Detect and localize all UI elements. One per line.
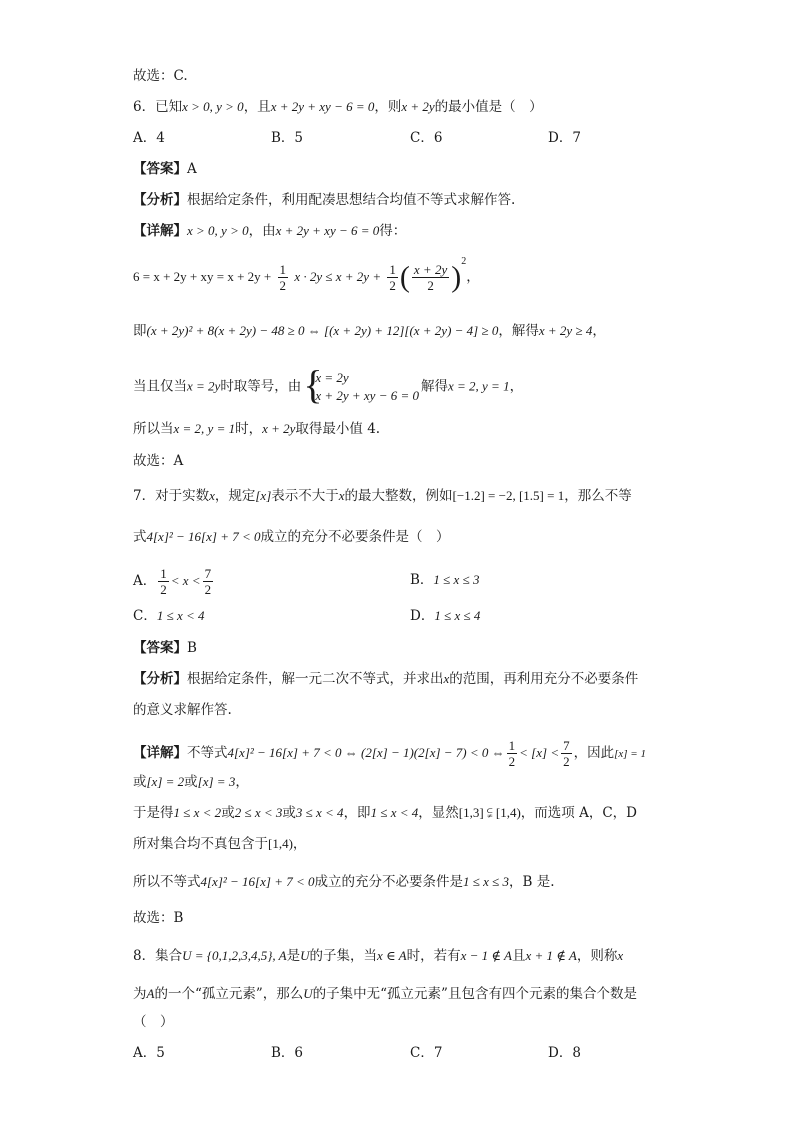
fraction: $\frac{1}{2}$: [279, 262, 287, 293]
q6-analysis: 【分析】根据给定条件，利用配凑思想结合均值不等式求解作答.: [133, 192, 516, 208]
q6-option-d: D．7: [548, 130, 581, 146]
q6-detail-line2: 即(x + 2y)² + 8(x + 2y) − 48 ≥ 0 ⇔ [(x + 2y) + 12][(x + 2y) − 4] ≥ 0，解得x + 2y ≥ 4，: [133, 323, 606, 339]
q7-option-a: A． $\frac{1}{2}$ < x < $\frac{7}{2}$: [133, 566, 212, 597]
q8-stem-line2: 为A的一个“孤立元素”，那么U的子集中无“孤立元素”且包含有四个元素的集合个数是: [133, 986, 637, 1002]
q6-inequality-chain: 6 = x + 2y + xy = x + 2y + $\frac{1}{2}$ x · 2y ≤ x + 2y + $\frac{1}{2}$ ( $\frac{x + 2y}{2}$ )$^2$，: [133, 255, 480, 294]
fraction: $\frac{x + 2y}{2}$: [413, 262, 448, 293]
q7-analysis-line2: 的意义求解作答.: [133, 702, 232, 718]
q6-detail-line3: 当且仅当x = 2y时取等号，由 { x = 2y x + 2y + xy − 6 = 0 解得x = 2, y = 1，: [133, 362, 524, 407]
q6-detail-line4: 所以当x = 2, y = 1时，x + 2y取得最小值 4.: [133, 421, 381, 437]
q7-analysis-line1: 【分析】根据给定条件，解一元二次不等式，并求出x的范围，再利用充分不必要条件: [133, 671, 639, 687]
q7-detail-line2: 于是得1 ≤ x < 2或2 ≤ x < 3或3 ≤ x < 4，即1 ≤ x < 4，显然[1,3] ⫋ [1,4)，而选项 A，C，D: [133, 805, 637, 821]
q7-answer: 【答案】B: [133, 640, 197, 656]
q7-conclusion: 故选：B: [133, 910, 184, 926]
q7-detail-line3: 所对集合均不真包含于[1,4)，: [133, 836, 307, 852]
q6-option-a: A．4: [133, 130, 165, 146]
q6-answer: 【答案】A: [133, 161, 197, 177]
fraction: $\frac{1}{2}$: [508, 738, 516, 769]
fraction: $\frac{7}{2}$: [563, 738, 570, 769]
q7-option-b: B．1 ≤ x ≤ 3: [410, 572, 480, 588]
q7-detail-line1: 【详解】不等式4[x]² − 16[x] + 7 < 0 ⇔ (2[x] − 1)(2[x] − 7) < 0 ⇔ $\frac{1}{2}$ < [x] < $\frac{7}{2}$ ，因此[x] = 1: [133, 738, 646, 769]
q8-option-b: B．6: [271, 1045, 304, 1061]
q8-option-a: A．5: [133, 1045, 165, 1061]
fraction: $\frac{1}{2}$: [389, 262, 396, 293]
q8-stem-line1: 8．集合U = {0,1,2,3,4,5}, A是U的子集，当x ∈ A时，若有x − 1 ∉ A且x + 1 ∉ A，则称x: [133, 948, 624, 964]
q5-conclusion: 故选：C.: [133, 68, 188, 84]
q6-stem: 6．已知x > 0, y > 0，且x + 2y + xy − 6 = 0，则x + 2y的最小值是（ ）: [133, 99, 543, 115]
q8-stem-line3: （ ）: [133, 1014, 174, 1030]
q6-detail-intro: 【详解】x > 0, y > 0，由x + 2y + xy − 6 = 0得：: [133, 223, 407, 239]
fraction: $\frac{7}{2}$: [204, 566, 212, 597]
q7-option-c: C．1 ≤ x < 4: [133, 608, 205, 624]
q7-option-d: D．1 ≤ x ≤ 4: [410, 608, 481, 624]
q8-option-d: D．8: [548, 1045, 581, 1061]
q7-stem-line2: 式4[x]² − 16[x] + 7 < 0成立的充分不必要条件是（ ）: [133, 529, 450, 545]
q6-conclusion: 故选：A: [133, 453, 184, 469]
q6-option-c: C．6: [410, 130, 443, 146]
q8-option-c: C．7: [410, 1045, 443, 1061]
q7-detail-line1b: 或[x] = 2或[x] = 3，: [133, 774, 249, 790]
q6-option-b: B．5: [271, 130, 304, 146]
fraction: $\frac{1}{2}$: [160, 566, 167, 597]
q7-stem-line1: 7．对于实数x，规定[x]表示不大于x的最大整数，例如[−1.2] = −2, [1.5] = 1，那么不等: [133, 488, 632, 504]
q7-detail-line4: 所以不等式4[x]² − 16[x] + 7 < 0成立的充分不必要条件是1 ≤ x ≤ 3，B 是.: [133, 874, 555, 890]
equation-system: { x = 2y x + 2y + xy − 6 = 0: [303, 362, 419, 407]
